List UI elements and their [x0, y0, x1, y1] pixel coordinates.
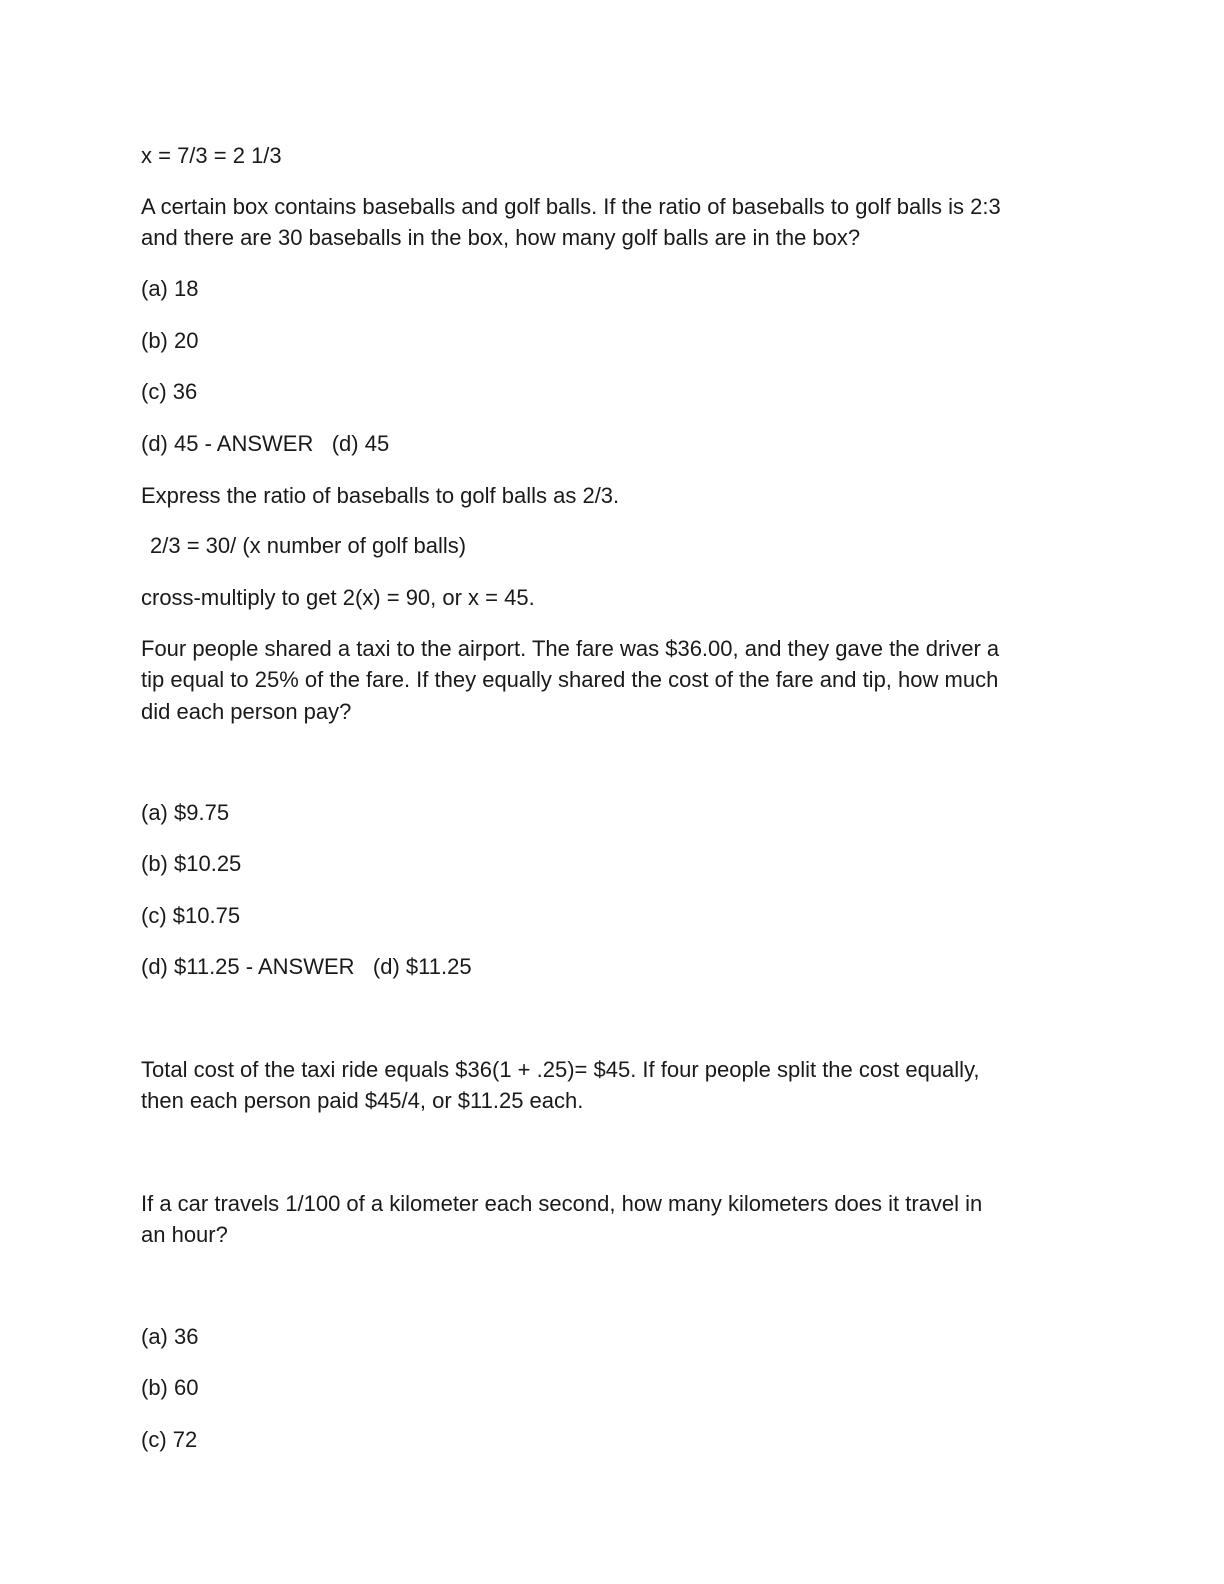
answer-option: (b) 20 — [141, 328, 199, 353]
answer-option: (b) 60 — [141, 1375, 199, 1400]
explanation-line: 2/3 = 30/ (x number of golf balls) — [150, 533, 467, 558]
answer-option: (c) $10.75 — [141, 903, 241, 928]
question-text-line: did each person pay? — [141, 699, 352, 724]
explanation-line: Express the ratio of baseballs to golf balls as 2/3. — [141, 483, 620, 508]
question-text-line: tip equal to 25% of the fare. If they equally shared the cost of the fare and tip, how much — [141, 667, 999, 692]
answer-option-correct: (d) $11.25 - ANSWER (d) $11.25 — [141, 954, 472, 979]
answer-option: (c) 72 — [141, 1427, 198, 1452]
answer-option: (a) 36 — [141, 1324, 199, 1349]
explanation-line: Total cost of the taxi ride equals $36(1 + .25)= $45. If four people split the cost equally, — [141, 1057, 980, 1082]
question-text-line: an hour? — [141, 1222, 228, 1247]
question-text-line: and there are 30 baseballs in the box, how many golf balls are in the box? — [141, 225, 861, 250]
question-text-line: If a car travels 1/100 of a kilometer each second, how many kilometers does it travel in — [141, 1191, 983, 1216]
equation-line: x = 7/3 = 2 1/3 — [141, 143, 282, 168]
question-text-line: Four people shared a taxi to the airport. The fare was $36.00, and they gave the driver a — [141, 636, 1000, 661]
answer-option: (c) 36 — [141, 379, 198, 404]
answer-option: (a) 18 — [141, 276, 199, 301]
answer-option-correct: (d) 45 - ANSWER (d) 45 — [141, 431, 390, 456]
answer-option: (a) $9.75 — [141, 800, 230, 825]
explanation-line: cross-multiply to get 2(x) = 90, or x = 45. — [141, 585, 535, 610]
question-text-line: A certain box contains baseballs and golf balls. If the ratio of baseballs to golf balls is 2:3 — [141, 194, 1001, 219]
answer-option: (b) $10.25 — [141, 851, 242, 876]
explanation-line: then each person paid $45/4, or $11.25 each. — [141, 1088, 584, 1113]
